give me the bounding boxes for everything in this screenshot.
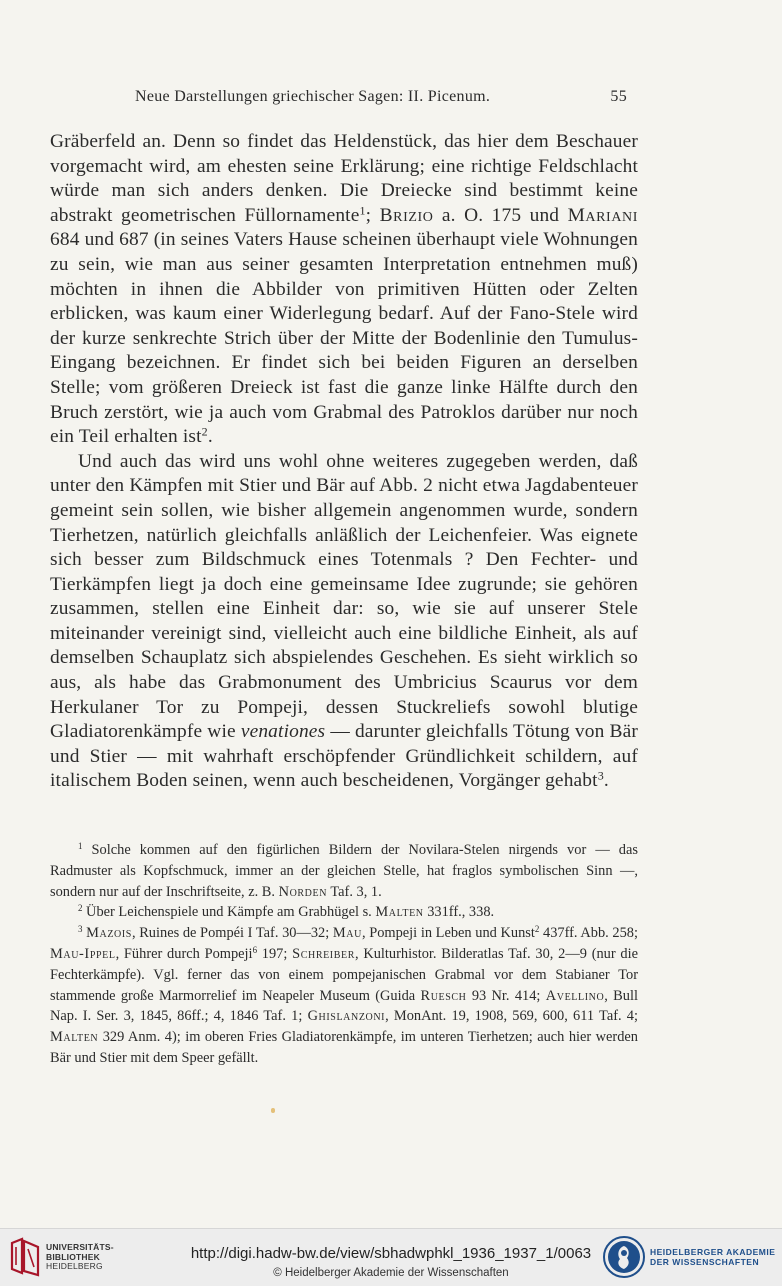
paragraph-1 bbox=[50, 130, 638, 450]
author-name: Mariani bbox=[567, 204, 638, 226]
text-run: , Führer durch Pompeji bbox=[115, 945, 253, 962]
footnotes bbox=[50, 840, 638, 1069]
author-name: Mazois bbox=[86, 925, 132, 942]
permalink-url[interactable]: http://digi.hadw-bw.de/view/sbhadwphkl_1936_1937_1/0063 bbox=[190, 1245, 592, 1262]
text-run: 684 und 687 (in seines Vaters Hause scheinen überhaupt viele Wohnungen zu sein, wie man aus seiner gesamten Interpretation entnehmen muß) möchten in ihnen die Abbilder von primitiven Hütten oder Zelten erblicken, was kaum einer Widerlegung bedarf. Auf der Fano-Stele wird der kurze senkrechte Strich über der Mitte der Bodenlinie den Tumulus-Eingang bezeichnen. Er findet sich bei beiden Figuren an derselben Stelle; vom größeren Dreieck ist fast die ganze linke Hälfte durch den Bruch zerstört, wie ja auch vom Grabmal des Patroklos darüber nur noch ein Teil erhalten ist bbox=[50, 229, 638, 448]
academy-seal-icon[interactable] bbox=[602, 1235, 646, 1279]
text-run: Solche kommen auf den figürlichen Bildern der Novilara-Stelen nirgends vor — das Radmuster als Kopfschmuck, immer an der gleichen Stelle, hat fraglos symbolischen Sinn —, sondern nur auf der Inschriftseite, z. B. bbox=[50, 842, 638, 900]
text-run: , MonAnt. 19, 1908, 569, 600, 611 Taf. 4; bbox=[385, 1008, 639, 1025]
ub-line-2: BIBLIOTHEK bbox=[46, 1251, 100, 1262]
text-run: , Pompeji in Leben und Kunst bbox=[361, 925, 535, 942]
paragraph-2 bbox=[50, 450, 638, 794]
footnote-ref: 2 bbox=[201, 424, 208, 439]
copyright-notice: © Heidelberger Akademie der Wissenschaften bbox=[273, 1267, 509, 1279]
text-run: ; bbox=[365, 204, 380, 226]
footnote-2 bbox=[50, 902, 638, 923]
author-name: Ruesch bbox=[420, 987, 467, 1004]
edition-superscript: 2 bbox=[534, 924, 540, 935]
author-name: Malten bbox=[50, 1029, 99, 1046]
edition-superscript: 6 bbox=[252, 945, 258, 956]
paper-speck bbox=[271, 1108, 275, 1113]
italic-term: venationes bbox=[240, 721, 326, 743]
footnote-1 bbox=[50, 840, 638, 902]
running-title: Neue Darstellungen griechischer Sagen: II. Picenum. bbox=[135, 88, 491, 105]
hadw-line-1: HEIDELBERGER AKADEMIE bbox=[650, 1247, 776, 1257]
footnote-number: 3 bbox=[78, 924, 83, 935]
text-run: Über Leichenspiele und Kämpfe am Grabhügel s. bbox=[82, 904, 376, 921]
text-run: 197; bbox=[257, 945, 293, 962]
author-name: Brizio bbox=[379, 204, 434, 226]
footnote-number: 2 bbox=[78, 903, 83, 914]
footnote-number: 1 bbox=[78, 841, 83, 852]
text-run: — darunter gleichfalls Tötung von Bär und Stier — mit wahrhaft erschöpfender Gründlichkeit schildern, auf italischem Boden seinen, wenn auch bescheidenen, Vorgänger gehabt bbox=[50, 721, 638, 792]
text-run: . bbox=[603, 770, 609, 792]
author-name: Ghislanzoni bbox=[307, 1008, 386, 1025]
body-text bbox=[50, 130, 638, 794]
running-head bbox=[135, 88, 627, 110]
text-run: , Ruines de Pompéi I Taf. 30—32; bbox=[131, 925, 333, 942]
academy-label bbox=[650, 1247, 775, 1267]
text-run: , Kulturhistor. Bilderatlas Taf. 30, 2—9 (nur die Fechterkämpfe). Vgl. ferner das von einem pompejanischen Grabmal vor dem Stabianer Tor stammende große Marmorrelief im Neapeler Museum (Guida bbox=[50, 945, 639, 1004]
text-run: a. O. 175 und bbox=[433, 204, 568, 226]
author-name: Mau bbox=[332, 925, 362, 942]
viewer-footer bbox=[0, 1228, 782, 1286]
author-name: Schreiber bbox=[292, 945, 355, 962]
text-run: Gräberfeld an. Denn so findet das Heldenstück, das hier dem Beschauer vorgemacht wird, am ehesten seine Erklärung; eine richtige Feldschlacht würde man sich anders denken. Die Dreiecke sind bestimmt keine abstrakt geometrischen Füllornamente bbox=[50, 131, 638, 226]
footnote-3 bbox=[50, 923, 638, 1069]
footnote-ref: 3 bbox=[597, 768, 604, 783]
ub-line-3: HEIDELBERG bbox=[46, 1261, 103, 1272]
ub-line-1: UNIVERSITÄTS- bbox=[46, 1242, 114, 1252]
text-run: 329 Anm. 4); im oberen Fries Gladiatorenkämpfe, im unteren Tierhetzen; auch hier werden Bär und Stier mit dem Speer gefällt. bbox=[50, 1029, 638, 1066]
text-run: 93 Nr. 414; bbox=[466, 987, 546, 1004]
author-name: Norden bbox=[278, 883, 328, 900]
text-run: , Bull Nap. I. Ser. 3, 1845, 86ff.; 4, 1846 Taf. 1; bbox=[50, 987, 638, 1025]
text-run: 437ff. Abb. 258; bbox=[539, 925, 638, 942]
text-run: 331ff., 338. bbox=[423, 904, 495, 921]
footnote-ref: 1 bbox=[359, 203, 366, 218]
author-name: Avellino bbox=[545, 987, 605, 1004]
author-name: Mau-Ippel bbox=[50, 945, 116, 962]
text-run: . bbox=[207, 426, 213, 448]
text-run: Und auch das wird uns wohl ohne weiteres zugegeben werden, daß unter den Kämpfen mit Stier und Bär auf Abb. 2 nicht etwa Jagdabenteuer gemeint sein sollen, wie bisher allgemein angenommen wurde, sondern Tierhetzen, natürlich gleichfalls anläßlich der Leichenfeier. Was eignete sich besser zum Bildschmuck eines Totenmals ? Den Fechter- und Tierkämpfen liegt ja doch eine gemeinsame Idee zugrunde; sie gehören zusammen, stellen eine Einheit dar: so, wie sie auf unserer Stele miteinander vereinigt sind, vielleicht auch eine bildliche Einheit, als auf demselben Schauplatz sich abspielendes Geschehen. Es sieht wirklich so aus, als habe das Grabmonument des Umbricius Scaurus vor dem Herkulaner Tor zu Pompeji, dessen Stuckreliefs sowohl blutige Gladiatorenkämpfe wie bbox=[50, 450, 638, 743]
page-number: 55 bbox=[610, 88, 627, 105]
text-run: Taf. 3, 1. bbox=[327, 883, 382, 900]
hadw-line-2: DER WISSENSCHAFTEN bbox=[650, 1257, 760, 1267]
author-name: Malten bbox=[375, 904, 424, 921]
